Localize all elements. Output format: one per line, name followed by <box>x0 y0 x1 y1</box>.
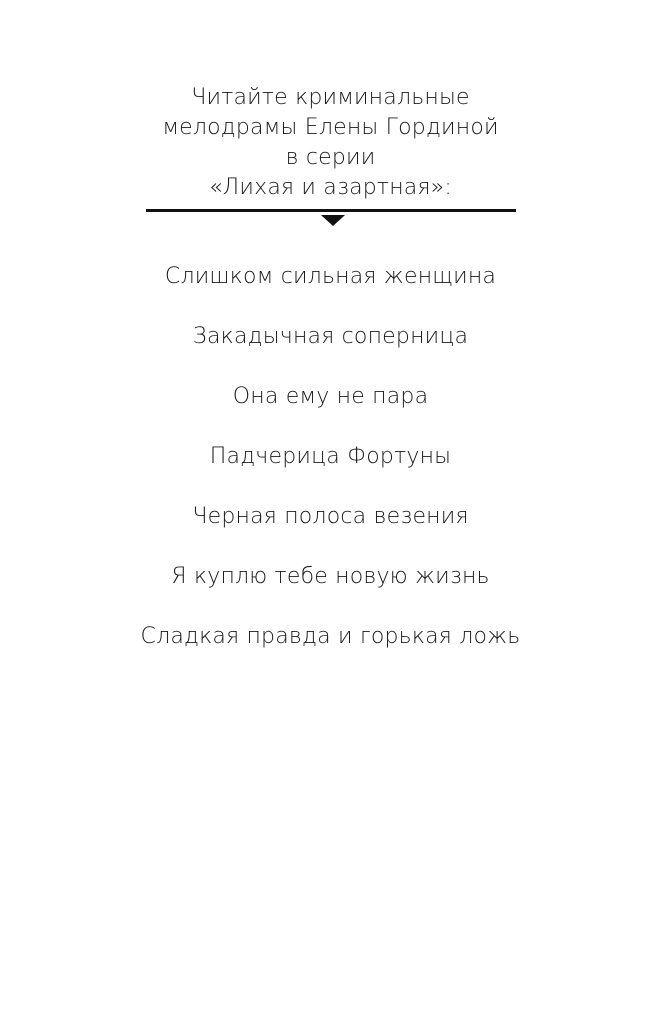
heading-line-2: мелодрамы Елены Гординой <box>162 115 499 140</box>
arrow-down-icon <box>321 215 345 226</box>
book-title: Она ему не пара <box>232 384 429 409</box>
book-title: Падчерица Фортуны <box>209 444 452 469</box>
heading-line-3: в серии <box>285 145 376 170</box>
book-title: Сладкая правда и горькая ложь <box>140 624 521 649</box>
book-title: Слишком сильная женщина <box>164 264 497 289</box>
book-title: Черная полоса везения <box>192 504 469 529</box>
heading-line-4: «Лихая и азартная»: <box>209 175 452 200</box>
heading-line-1: Читайте криминальные <box>191 85 470 110</box>
series-heading <box>0 83 661 203</box>
book-title-list <box>0 262 661 682</box>
book-title: Я куплю тебе новую жизнь <box>171 564 490 589</box>
divider-line <box>146 209 516 212</box>
book-title: Закадычная соперница <box>192 324 469 349</box>
